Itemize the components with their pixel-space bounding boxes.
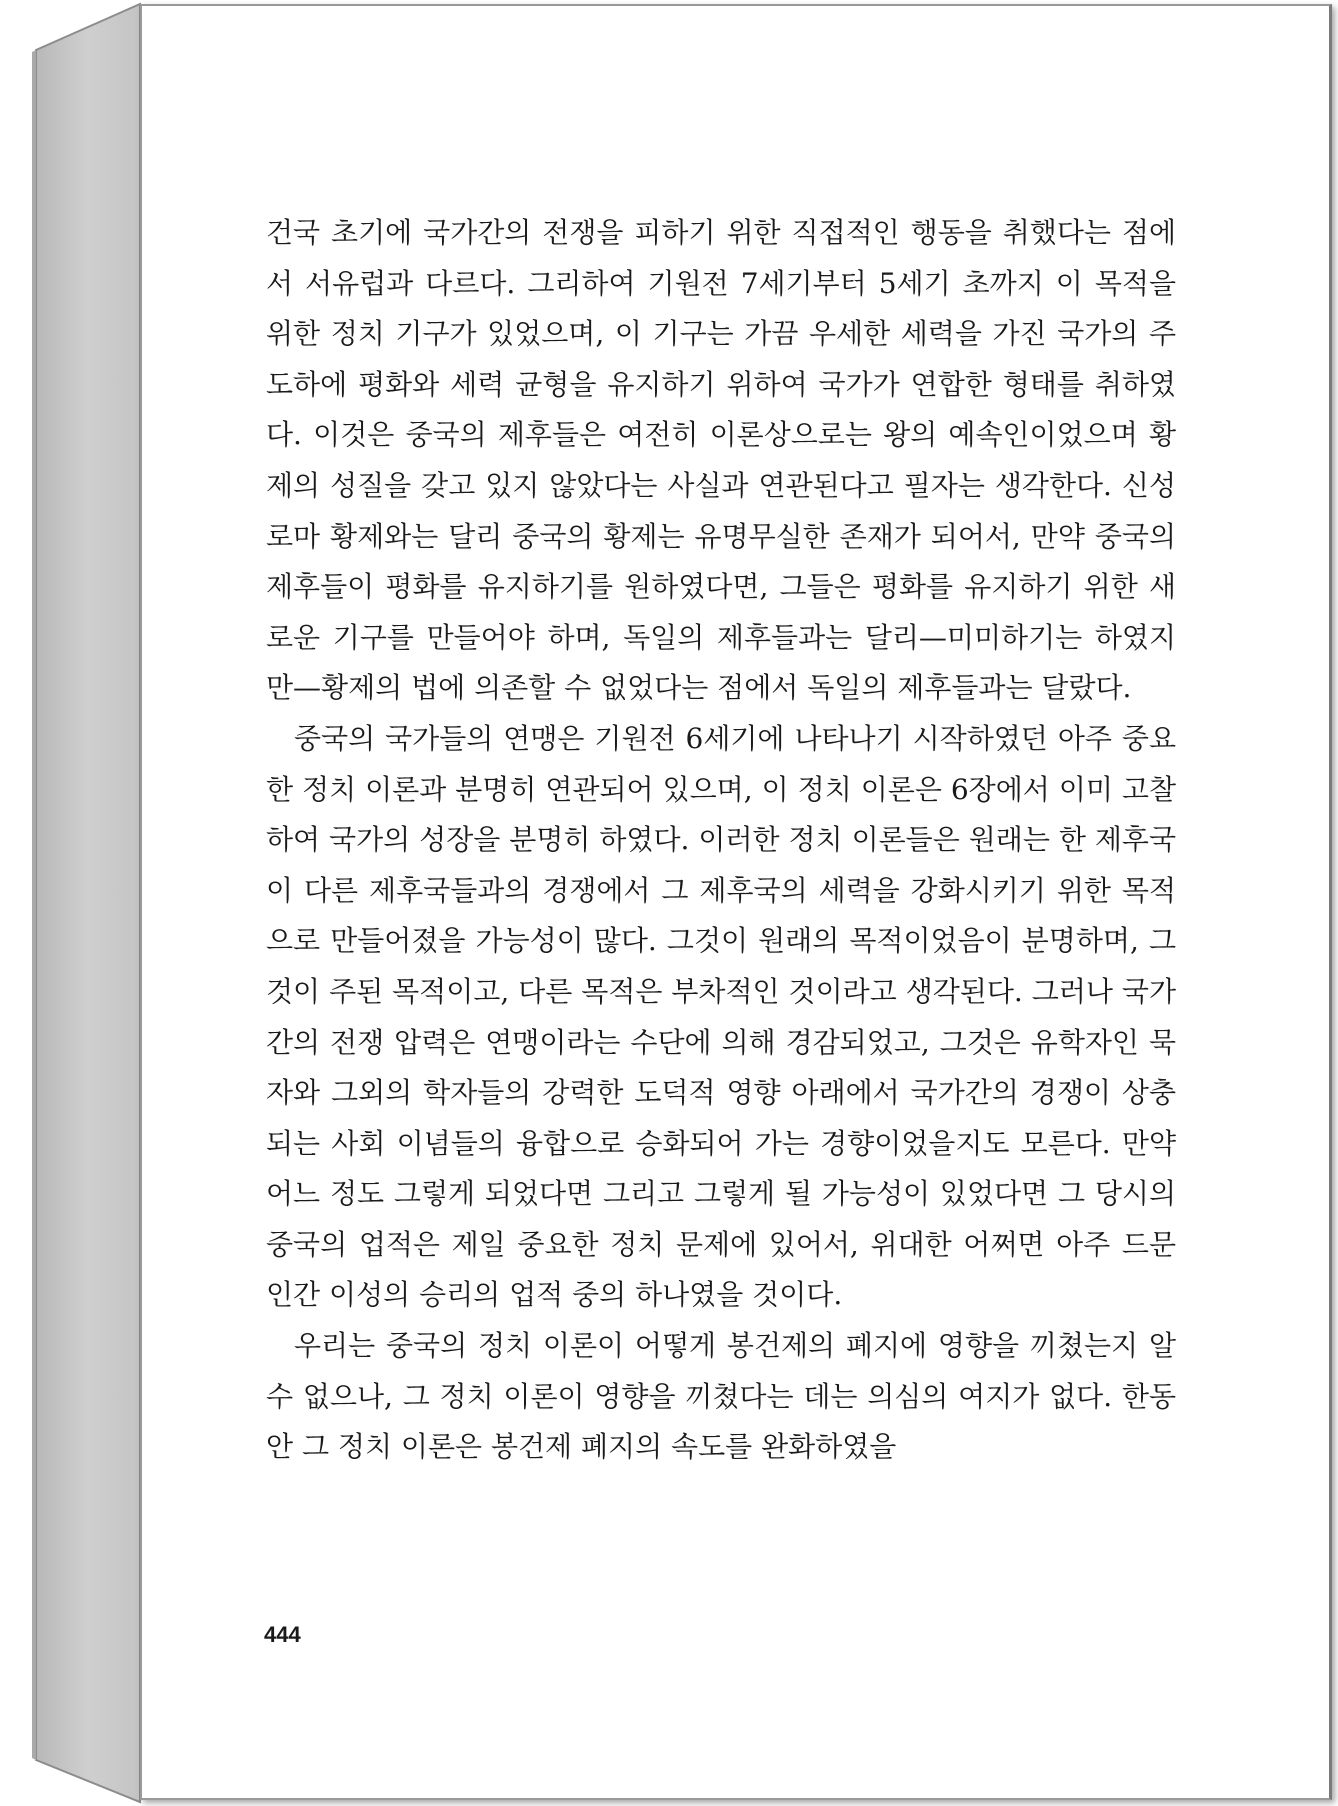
book-spine xyxy=(0,0,150,1806)
paragraph: 건국 초기에 국가간의 전쟁을 피하기 위한 직접적인 행동을 취했다는 점에서 서유럽과 다르다. 그리하여 기원전 7세기부터 5세기 초까지 이 목적을 위한 정치 기구가 있었으며, 이 기구는 가끔 우세한 세력을 가진 국가의 주도하에 평화와 세력 균형을 유지하기 위하여 국가가 연합한 형태를 취하였다. 이것은 중국의 제후들은 여전히 이론상으로는 왕의 예속인이었으며 황제의 성질을 갖고 있지 않았다는 사실과 연관된다고 필자는 생각한다. 신성 로마 황제와는 달리 중국의 황제는 유명무실한 존재가 되어서, 만약 중국의 제후들이 평화를 유지하기를 원하였다면, 그들은 평화를 유지하기 위한 새로운 기구를 만들어야 하며, 독일의 제후들과는 달리—미미하기는 하였지만—황제의 법에 의존할 수 없었다는 점에서 독일의 제후들과는 달랐다. xyxy=(266,216,1177,705)
paragraph: 중국의 국가들의 연맹은 기원전 6세기에 나타나기 시작하였던 아주 중요한 정치 이론과 분명히 연관되어 있으며, 이 정치 이론은 6장에서 이미 고찰하여 국가의 성장을 분명히 하였다. 이러한 정치 이론들은 원래는 한 제후국이 다른 제후국들과의 경쟁에서 그 제후국의 세력을 강화시키기 위한 목적으로 만들어졌을 가능성이 많다. 그것이 원래의 목적이었음이 분명하며, 그것이 주된 목적이고, 다른 목적은 부차적인 것이라고 생각된다. 그러나 국가간의 전쟁 압력은 연맹이라는 수단에 의해 경감되었고, 그것은 유학자인 묵자와 그외의 학자들의 강력한 도덕적 영향 아래에서 국가간의 경쟁이 상충되는 사회 이념들의 융합으로 승화되어 가는 경향이었을지도 모른다. 만약 어느 정도 그렇게 되었다면 그리고 그렇게 될 가능성이 있었다면 그 당시의 중국의 업적은 제일 중요한 정치 문제에 있어서, 위대한 어쩌면 아주 드문 인간 이성의 승리의 업적 중의 하나였을 것이다. xyxy=(266,721,1177,1312)
page-number: 444 xyxy=(264,1622,301,1647)
book-page xyxy=(140,4,1332,1800)
page-body xyxy=(266,208,1176,1473)
paragraph: 우리는 중국의 정치 이론이 어떻게 봉건제의 폐지에 영향을 끼쳤는지 알 수 없으나, 그 정치 이론이 영향을 끼쳤다는 데는 의심의 여지가 없다. 한동안 그 정치 이론은 봉건제 폐지의 속도를 완화하였을 xyxy=(266,1329,1176,1464)
